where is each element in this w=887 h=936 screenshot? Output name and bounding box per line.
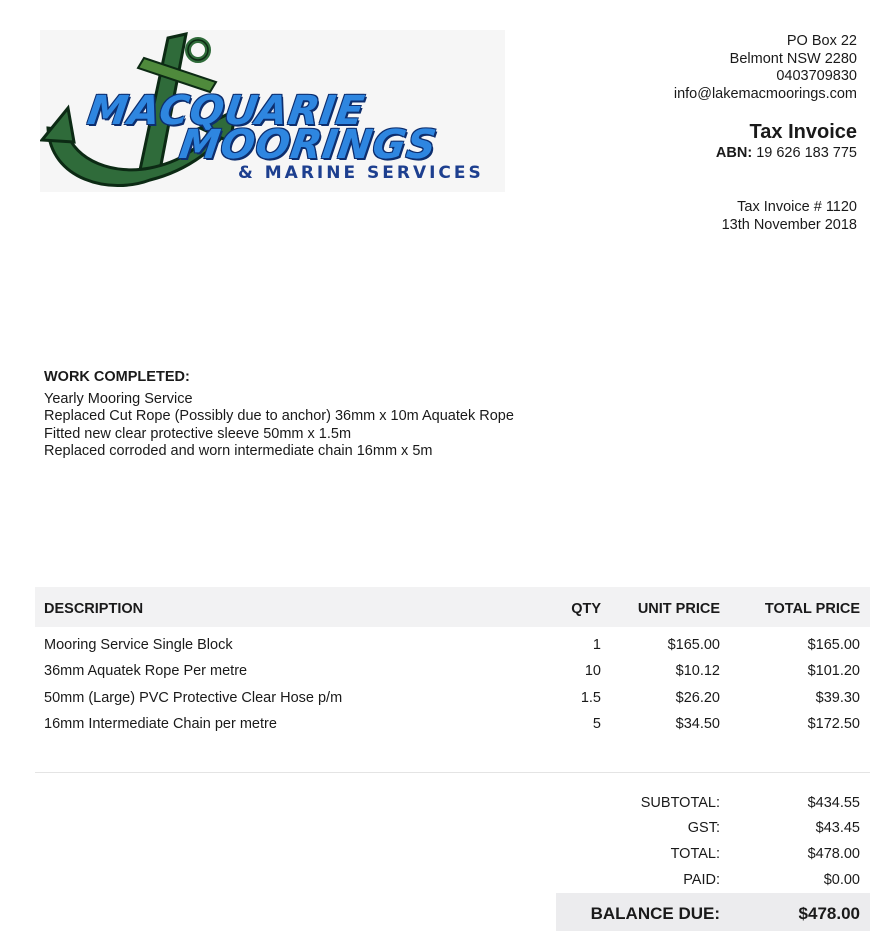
row-description: Mooring Service Single Block (44, 637, 233, 653)
row-unit-price: $26.20 (675, 690, 720, 706)
balance-due-value: $478.00 (798, 904, 860, 923)
row-qty: 1 (592, 637, 601, 653)
col-description: DESCRIPTION (44, 601, 144, 617)
row-qty: 1.5 (580, 690, 601, 706)
invoice-number: Tax Invoice # 1120 (737, 199, 857, 215)
phone-number: 0403709830 (776, 68, 857, 84)
balance-due-label: BALANCE DUE: (590, 904, 720, 923)
work-line: Yearly Mooring Service (44, 390, 193, 407)
col-unit-price: UNIT PRICE (637, 601, 720, 617)
paid-value: $0.00 (823, 872, 860, 888)
abn (716, 145, 857, 161)
logo-word-moorings: MOORINGS (176, 122, 440, 168)
row-unit-price: $165.00 (667, 637, 720, 653)
col-total-price: TOTAL PRICE (764, 601, 860, 617)
row-description: 50mm (Large) PVC Protective Clear Hose p/m (44, 690, 343, 706)
row-qty: 10 (584, 663, 601, 679)
row-description: 16mm Intermediate Chain per metre (44, 716, 277, 732)
total-row (35, 846, 870, 870)
gst-row (35, 820, 870, 844)
company-address (674, 33, 857, 103)
work-line: Replaced corroded and worn intermediate chain 16mm x 5m (44, 443, 433, 459)
total-label: TOTAL: (670, 846, 720, 862)
table-row (35, 690, 870, 716)
table-row (35, 637, 870, 663)
logo-word-macquarie: MACQUARIE (84, 88, 368, 134)
paid-label: PAID: (683, 872, 720, 888)
row-description: 36mm Aquatek Rope Per metre (44, 663, 248, 679)
subtotal-row (35, 795, 870, 819)
subtotal-label: SUBTOTAL: (640, 795, 720, 811)
row-qty: 5 (592, 716, 601, 732)
abn-value: 19 626 183 775 (756, 145, 857, 161)
table-row (35, 663, 870, 689)
work-line: Replaced Cut Rope (Possibly due to anchor) 36mm x 10m Aquatek Rope (44, 408, 514, 424)
gst-label: GST: (687, 820, 720, 836)
balance-due-box (556, 893, 870, 931)
work-line: Fitted new clear protective sleeve 50mm x 1.5m (44, 425, 352, 442)
logo-subtitle: & MARINE SERVICES (238, 163, 484, 183)
address-line: Belmont NSW 2280 (729, 50, 857, 67)
row-unit-price: $10.12 (675, 663, 720, 679)
address-line: PO Box 22 (786, 33, 857, 49)
row-total: $101.20 (807, 663, 860, 679)
col-qty: QTY (571, 601, 601, 617)
row-total: $172.50 (807, 716, 860, 732)
total-value: $478.00 (807, 846, 860, 862)
company-logo (40, 30, 505, 192)
invoice-title: Tax Invoice (749, 121, 857, 143)
email-address[interactable]: info@lakemacmoorings.com (673, 85, 857, 102)
invoice-meta (722, 199, 857, 234)
work-heading: WORK COMPLETED: (44, 369, 190, 385)
items-table-header (35, 587, 870, 627)
table-row (35, 716, 870, 742)
invoice-date: 13th November 2018 (721, 216, 857, 233)
gst-value: $43.45 (815, 820, 860, 836)
divider (35, 772, 870, 773)
work-completed (44, 369, 514, 461)
subtotal-value: $434.55 (807, 795, 860, 811)
row-unit-price: $34.50 (675, 716, 720, 732)
row-total: $39.30 (815, 690, 860, 706)
abn-label: ABN: (715, 145, 753, 161)
row-total: $165.00 (807, 637, 860, 653)
